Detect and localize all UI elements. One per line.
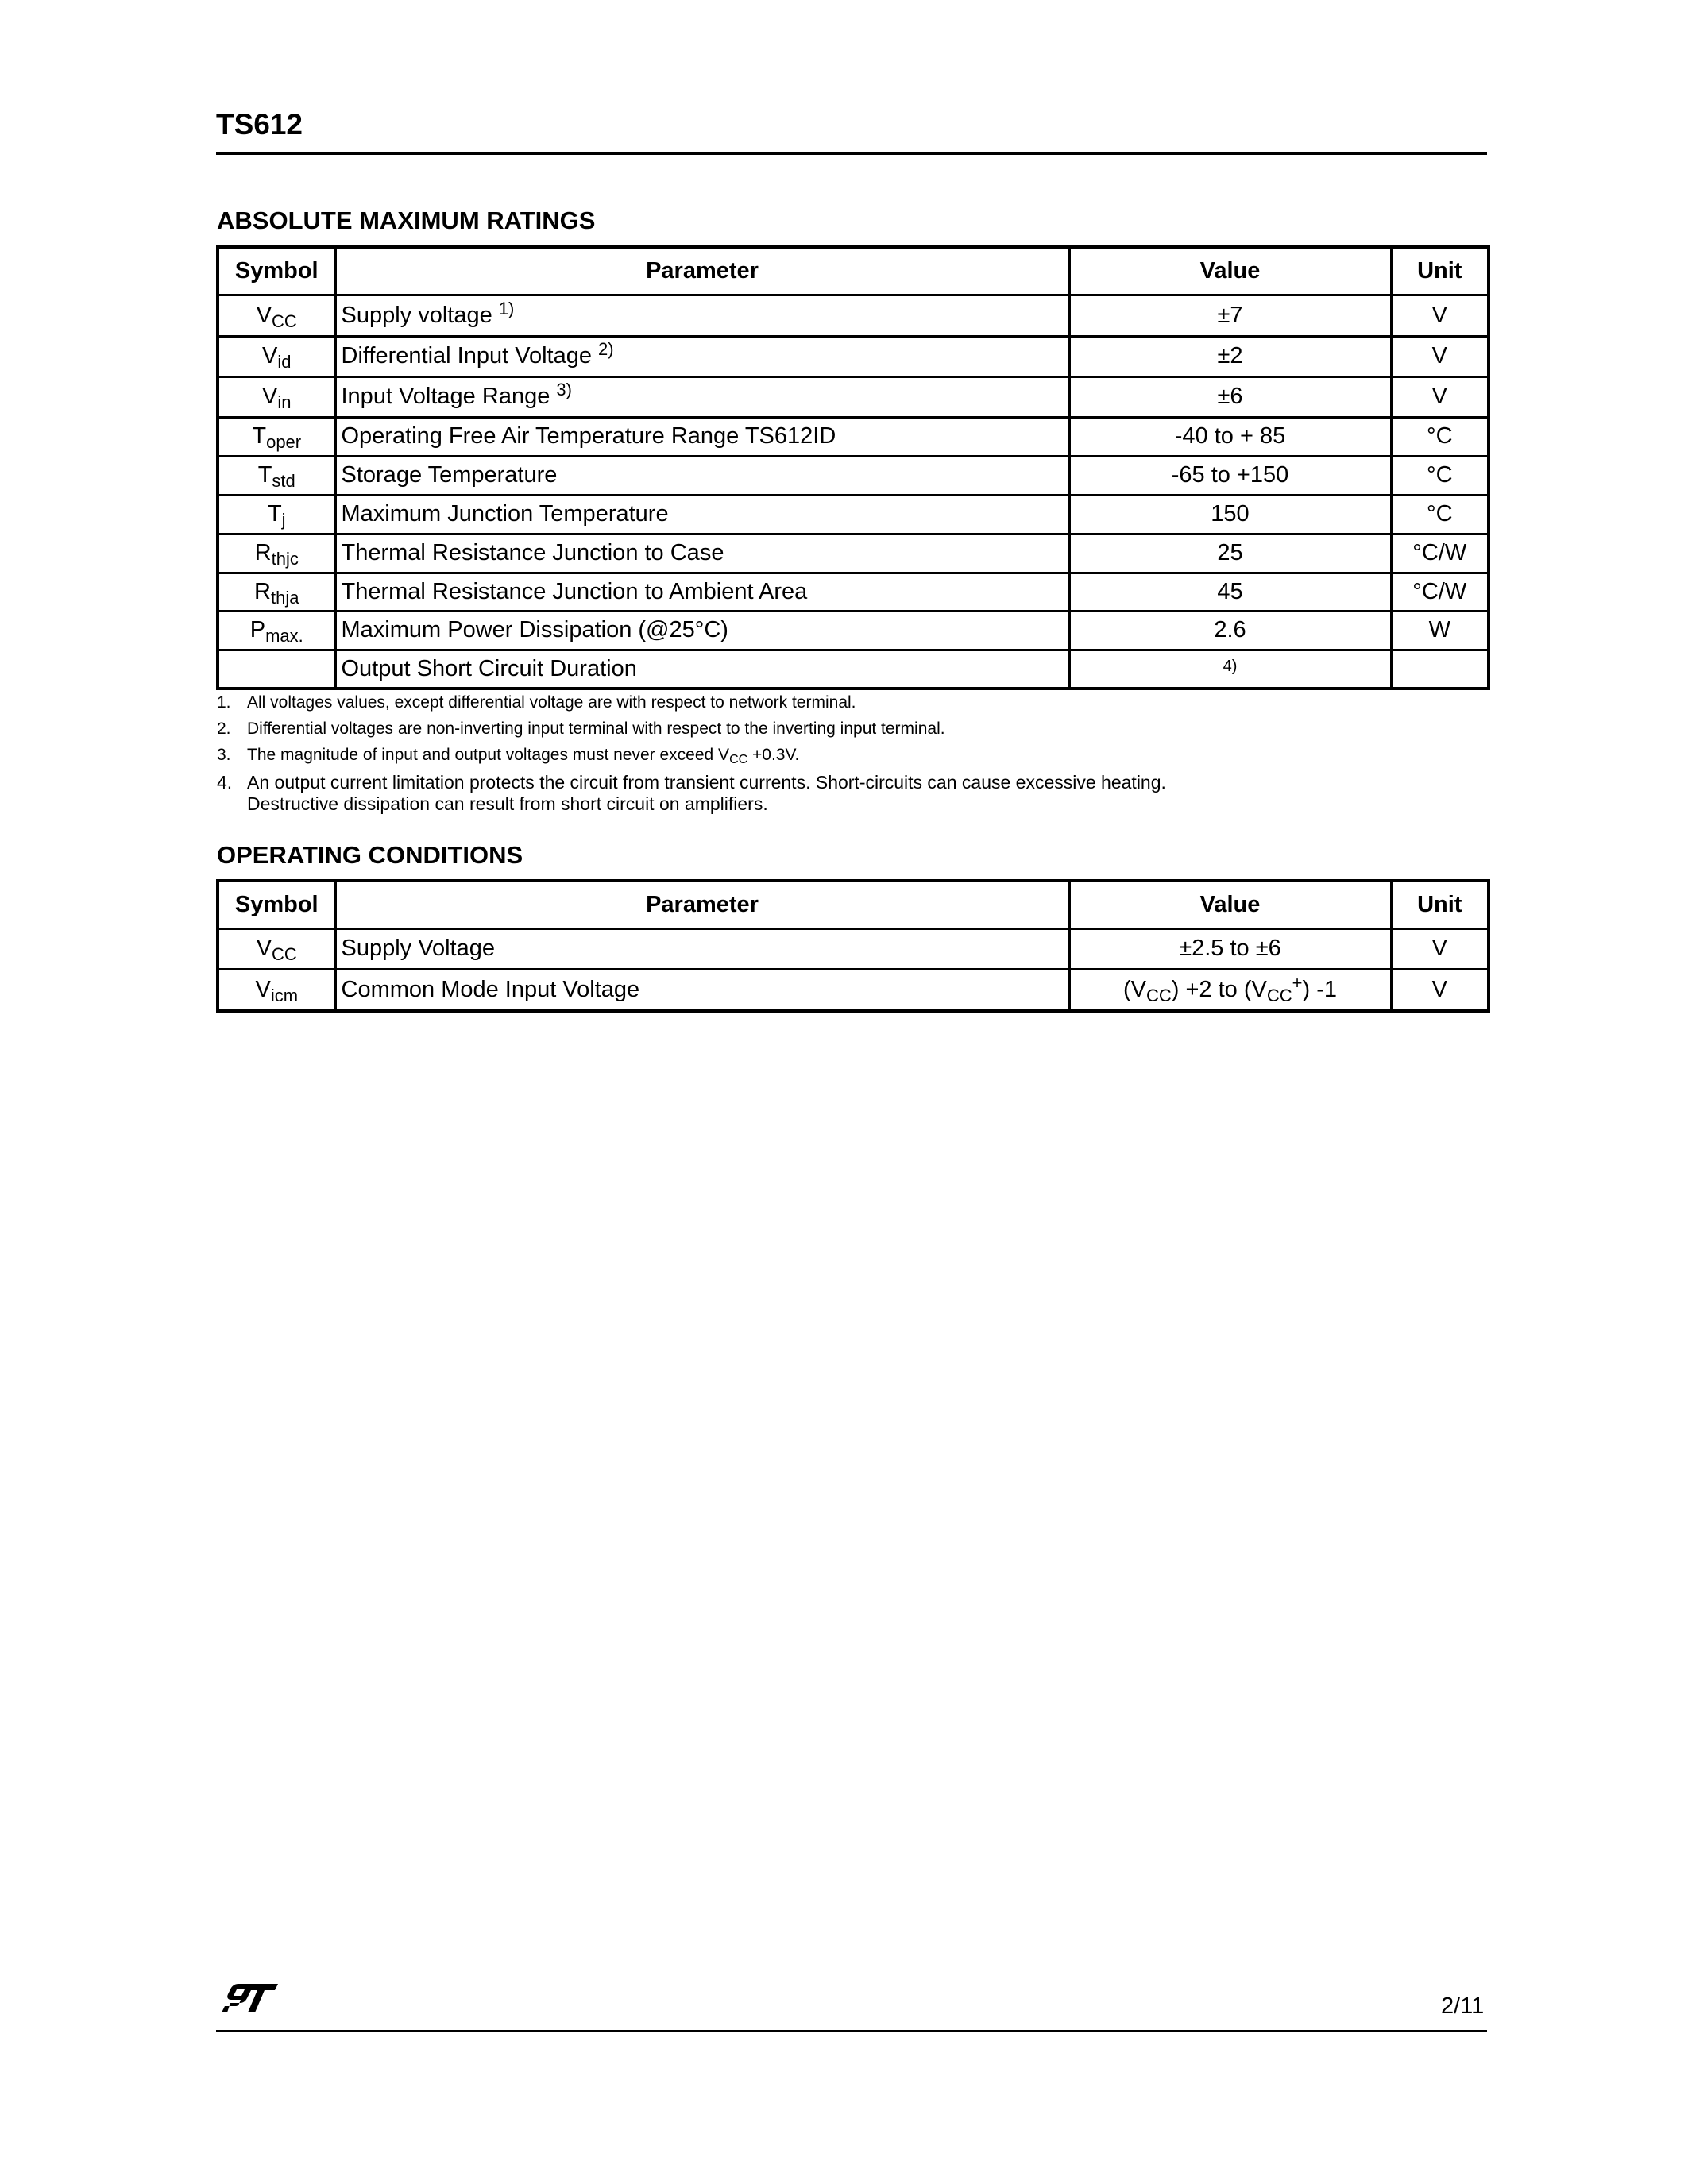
- parameter-cell: Differential Input Voltage $^{2)}$: [335, 336, 1069, 376]
- table-row: [218, 969, 1489, 1011]
- col-value: Value: [1069, 881, 1391, 928]
- value-cell: $(V_{CC}) +2$ to $(V_{CC}^+)$ -1: [1069, 969, 1391, 1011]
- parameter-cell: Maximum Junction Temperature: [335, 495, 1069, 534]
- unit-cell: V: [1391, 376, 1489, 417]
- unit-cell: °C: [1391, 417, 1489, 456]
- col-value: Value: [1069, 247, 1391, 295]
- col-unit: Unit: [1391, 247, 1489, 295]
- symbol-cell: $V_{id}$: [218, 336, 335, 376]
- table-header-row: [218, 247, 1489, 295]
- table-row: [218, 573, 1489, 611]
- oc-title: OPERATING CONDITIONS: [217, 841, 523, 869]
- unit-cell: [1391, 650, 1489, 689]
- value-cell: 2.6: [1069, 611, 1391, 650]
- note-item: 1. All voltages values, except differential voltage are with respect to network terminal.: [217, 693, 856, 712]
- table-row: [218, 650, 1489, 689]
- value-cell: [1069, 650, 1391, 689]
- unit-cell: V: [1391, 969, 1489, 1011]
- unit-cell: °C/W: [1391, 573, 1489, 611]
- parameter-cell: Thermal Resistance Junction to Ambient Area: [335, 573, 1069, 611]
- col-symbol: Symbol: [218, 247, 335, 295]
- value-cell: 45: [1069, 573, 1391, 611]
- page-number: 2/11: [1441, 1993, 1485, 2019]
- unit-cell: V: [1391, 295, 1489, 336]
- amr-table: [216, 245, 1490, 690]
- parameter-cell: Maximum Power Dissipation (@25°C): [335, 611, 1069, 650]
- unit-cell: °C: [1391, 456, 1489, 495]
- value-cell: 150: [1069, 495, 1391, 534]
- symbol-cell: $T_j$: [218, 495, 335, 534]
- table-row: [218, 495, 1489, 534]
- parameter-cell: Output Short Circuit Duration: [335, 650, 1069, 689]
- parameter-cell: Storage Temperature: [335, 456, 1069, 495]
- amr-notes: [217, 693, 1488, 821]
- table-row: [218, 611, 1489, 650]
- symbol-cell: $R_{thja}$: [218, 573, 335, 611]
- footnote-ref: 4): [1223, 657, 1238, 675]
- value-cell: -40 to + 85: [1069, 417, 1391, 456]
- value-cell: ±7: [1069, 295, 1391, 336]
- table-row: [218, 336, 1489, 376]
- unit-cell: °C/W: [1391, 534, 1489, 573]
- note-item: 2. Differential voltages are non-inverting input terminal with respect to the inverting input terminal.: [217, 720, 945, 739]
- st-logo: [221, 1982, 281, 2014]
- table-header-row: [218, 881, 1489, 928]
- parameter-cell: Operating Free Air Temperature Range TS612ID: [335, 417, 1069, 456]
- value-cell: -65 to +150: [1069, 456, 1391, 495]
- col-parameter: Parameter: [335, 881, 1069, 928]
- table-row: [218, 534, 1489, 573]
- document-title: TS612: [216, 108, 303, 141]
- header-rule: [216, 152, 1487, 155]
- symbol-cell: [218, 650, 335, 689]
- symbol-cell: $V_{icm}$: [218, 969, 335, 1011]
- symbol-cell: $V_{in}$: [218, 376, 335, 417]
- amr-title: ABSOLUTE MAXIMUM RATINGS: [217, 206, 596, 234]
- table-row: [218, 417, 1489, 456]
- value-cell: ±2: [1069, 336, 1391, 376]
- note-item: 4. An output current limitation protects the circuit from transient currents. Short-circuits can cause excessive heating. Destructive dissipation can result from short circuit on amplifiers.: [217, 772, 1166, 814]
- value-cell: ±6: [1069, 376, 1391, 417]
- table-row: [218, 456, 1489, 495]
- parameter-cell: Common Mode Input Voltage: [335, 969, 1069, 1011]
- parameter-cell: Thermal Resistance Junction to Case: [335, 534, 1069, 573]
- col-symbol: Symbol: [218, 881, 335, 928]
- symbol-cell: $T_{std}$: [218, 456, 335, 495]
- value-cell: ±2.5 to ±6: [1069, 928, 1391, 969]
- symbol-cell: $V_{CC}$: [218, 295, 335, 336]
- unit-cell: °C: [1391, 495, 1489, 534]
- unit-cell: W: [1391, 611, 1489, 650]
- col-parameter: Parameter: [335, 247, 1069, 295]
- unit-cell: V: [1391, 928, 1489, 969]
- parameter-cell: Supply voltage $^{1)}$: [335, 295, 1069, 336]
- parameter-cell: Supply Voltage: [335, 928, 1069, 969]
- footer-rule: [216, 2030, 1487, 2032]
- parameter-cell: Input Voltage Range $^{3)}$: [335, 376, 1069, 417]
- table-row: [218, 928, 1489, 969]
- table-row: [218, 376, 1489, 417]
- symbol-cell: $T_{oper}$: [218, 417, 335, 456]
- unit-cell: V: [1391, 336, 1489, 376]
- symbol-cell: $V_{CC}$: [218, 928, 335, 969]
- oc-table: [216, 879, 1490, 1013]
- value-cell: 25: [1069, 534, 1391, 573]
- symbol-cell: $P_{max.}$: [218, 611, 335, 650]
- symbol-cell: $R_{thjc}$: [218, 534, 335, 573]
- table-row: [218, 295, 1489, 336]
- note-item: 3. The magnitude of input and output voltages must never exceed $V_{CC} +0.3V$.: [217, 746, 800, 767]
- col-unit: Unit: [1391, 881, 1489, 928]
